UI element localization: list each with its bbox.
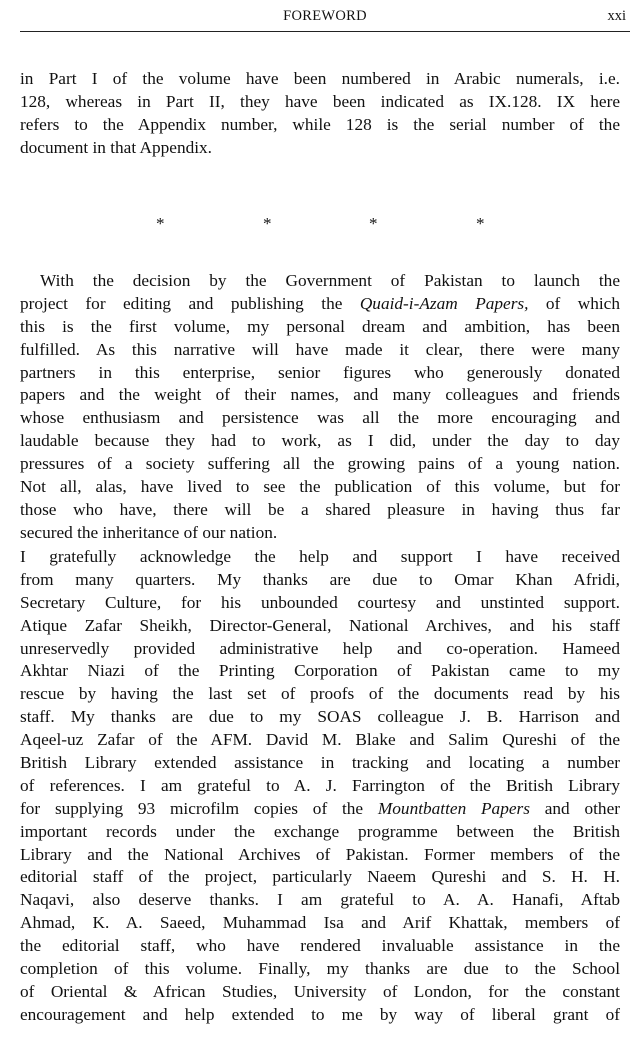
text-line-with-italic: [20, 798, 620, 821]
text-line: from many quarters. My thanks are due to Omar Khan Afridi,: [20, 569, 620, 589]
section-separator: [0, 214, 635, 234]
text-line: Ahmad, K. A. Saeed, Muhammad Isa and Arif Khattak, members of: [20, 913, 620, 933]
text-line: fulfilled. As this narrative will have made it clear, there were many: [20, 339, 620, 359]
paragraph-acknowledgements: [20, 546, 620, 1027]
text-line: Atique Zafar Sheikh, Director-General, National Archives, and his staff: [20, 615, 620, 635]
text-run: and other: [529, 798, 620, 818]
text-line: document in that Appendix.: [20, 137, 212, 157]
text-line: papers and the weight of their names, and many colleagues and friends: [20, 385, 620, 405]
text-line: of Oriental & African Studies, University of London, for the constant: [20, 981, 620, 1001]
text-line: editorial staff of the project, particularly Naeem Qureshi and S. H. H.: [20, 867, 620, 887]
text-line: completion of this volume. Finally, my thanks are due to the School: [20, 959, 620, 979]
page-number: xxi: [607, 8, 626, 24]
running-head: [20, 6, 630, 28]
text-line: Not all, alas, have lived to see the publication of this volume, but for: [20, 477, 620, 497]
text-run: of which: [528, 293, 620, 313]
text-line: encouragement and help extended to me by way of liberal grant of: [20, 1004, 620, 1024]
text-line: the editorial staff, who have rendered invaluable assistance in the: [20, 936, 620, 956]
text-line: those who have, there will be a shared pleasure in having thus far: [20, 499, 620, 519]
separator-asterisk: *: [476, 214, 485, 233]
text-line: staff. My thanks are due to my SOAS colleague J. B. Harrison and: [20, 707, 620, 727]
text-line: Aqeel-uz Zafar of the AFM. David M. Blake and Salim Qureshi of the: [20, 730, 620, 750]
text-line: of references. I am grateful to A. J. Farrington of the British Library: [20, 775, 620, 795]
text-line: pressures of a society suffering all the growing pains of a young nation.: [20, 454, 620, 474]
text-line: rescue by having the last set of proofs of the documents read by his: [20, 684, 620, 704]
text-line: Library and the National Archives of Pakistan. Former members of the: [20, 844, 620, 864]
text-line: I gratefully acknowledge the help and support I have received: [20, 547, 620, 566]
text-line-with-italic: [20, 293, 620, 316]
text-line: in Part I of the volume have been numbered in Arabic numerals, i.e.: [20, 69, 620, 88]
running-title: FOREWORD: [283, 8, 367, 24]
text-line: refers to the Appendix number, while 128 is the serial number of the: [20, 114, 620, 134]
text-line: Akhtar Niazi of the Printing Corporation of Pakistan came to my: [20, 661, 620, 681]
header-rule: [20, 31, 630, 32]
text-line: unreservedly provided administrative help and co-operation. Hameed: [20, 638, 620, 658]
text-line: this is the first volume, my personal dream and ambition, has been: [20, 316, 620, 336]
italic-title: Mountbatten Papers: [377, 798, 530, 818]
separator-asterisk: *: [156, 214, 165, 233]
text-line: Naqavi, also deserve thanks. I am grateful to A. A. Hanafi, Aftab: [20, 890, 620, 910]
text-line: Secretary Culture, for his unbounded courtesy and unstinted support.: [20, 592, 620, 612]
separator-asterisk: *: [263, 214, 272, 233]
paragraph-dedication: [20, 270, 620, 545]
text-line: whose enthusiasm and persistence was all the more encouraging and: [20, 408, 620, 428]
text-line: 128, whereas in Part II, they have been indicated as IX.128. IX here: [20, 91, 620, 111]
paragraph-continuation: [20, 68, 620, 160]
text-line: secured the inheritance of our nation.: [20, 522, 278, 542]
text-line: important records under the exchange programme between the British: [20, 821, 620, 841]
text-run: for supplying 93 microfilm copies of the: [20, 798, 378, 818]
separator-asterisk: *: [369, 214, 378, 233]
text-run: project for editing and publishing the: [20, 293, 360, 313]
italic-title: Quaid-i-Azam Papers,: [359, 293, 529, 313]
text-line: laudable because they had to work, as I did, under the day to day: [20, 431, 620, 451]
text-line: British Library extended assistance in tracking and locating a number: [20, 753, 620, 773]
text-line: With the decision by the Government of Pakistan to launch the: [40, 271, 620, 290]
text-line: partners in this enterprise, senior figures who generously donated: [20, 362, 620, 382]
